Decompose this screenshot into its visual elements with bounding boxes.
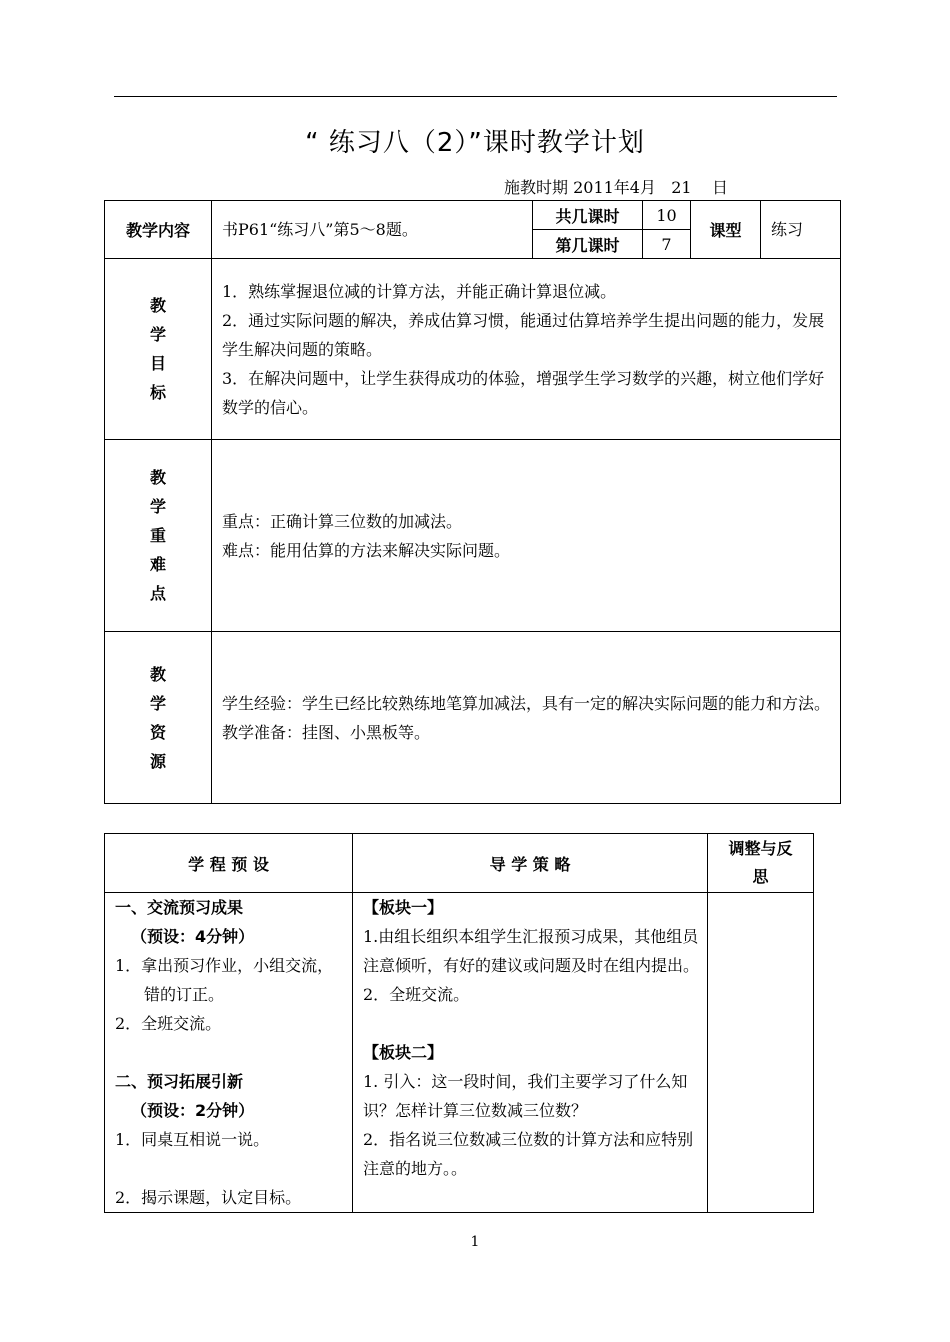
list-item: 2．指名说三位数减三位数的计算方法和应特别注意的地方。。	[363, 1130, 694, 1178]
goals-label: 教 学 目 标	[105, 259, 212, 440]
nth-lesson-label: 第几课时	[533, 230, 643, 259]
keypoints-label: 教 学 重 难 点	[105, 440, 212, 632]
section-title: 一、交流预习成果	[115, 898, 244, 917]
resources-label: 教 学 资 源	[105, 632, 212, 804]
list-item: 2．揭示课题，认定目标。	[115, 1188, 302, 1207]
page-number: 1	[470, 1234, 480, 1250]
lesson-type-label: 课型	[691, 201, 761, 259]
date-line: 施教时期 2011年4月 21 日	[504, 178, 728, 197]
goal-item: 2．通过实际问题的解决，养成估算习惯，能通过估算培养学生提出问题的能力，发展学生解决问题的策略。	[222, 310, 825, 359]
content-label: 教学内容	[105, 201, 212, 259]
header-guide-strategy: 导 学 策 略	[353, 834, 708, 893]
process-design-cell	[105, 893, 353, 1213]
header-adjust-reflect: 调整与反思	[708, 834, 814, 893]
section-time: （预设：4分钟）	[131, 927, 255, 946]
total-lessons-value: 10	[643, 201, 691, 230]
section-title: 二、预习拓展引新	[115, 1072, 244, 1091]
adjust-reflect-cell	[708, 893, 814, 1213]
header-rule	[114, 96, 837, 97]
goal-item: 3．在解决问题中，让学生获得成功的体验，增强学生学习数学的兴趣，树立他们学好数学的信心。	[222, 368, 825, 417]
resources-cell	[212, 632, 841, 804]
section-time: （预设：2分钟）	[131, 1101, 255, 1120]
keypoint-item: 重点：正确计算三位数的加减法。	[222, 511, 463, 531]
resource-item: 学生经验：学生已经比较熟练地笔算加减法，具有一定的解决实际问题的能力和方法。	[222, 693, 831, 713]
block-title: 【板块二】	[363, 1043, 444, 1062]
page-title: “ 练习八（2）”课时教学计划	[305, 128, 645, 158]
header-process-design: 学 程 预 设	[105, 834, 353, 893]
goal-item: 1．熟练掌握退位减的计算方法，并能正确计算退位减。	[222, 281, 617, 301]
list-item: 2．全班交流。	[115, 1014, 222, 1033]
process-table	[104, 833, 814, 1213]
nth-lesson-value: 7	[643, 230, 691, 259]
list-item: 1．拿出预习作业，小组交流，错的订正。	[115, 956, 334, 1004]
list-item: 1.由组长组织本组学生汇报预习成果，其他组员注意倾听，有好的建议或问题及时在组内提出。	[363, 927, 700, 975]
resource-item: 教学准备：挂图、小黑板等。	[222, 722, 431, 742]
list-item: 1. 引入：这一段时间，我们主要学习了什么知识？怎样计算三位数减三位数？	[363, 1072, 688, 1120]
keypoint-item: 难点：能用估算的方法来解决实际问题。	[222, 540, 511, 560]
total-lessons-label: 共几课时	[533, 201, 643, 230]
goals-cell	[212, 259, 841, 440]
block-title: 【板块一】	[363, 898, 444, 917]
lesson-type-value: 练习	[761, 201, 841, 259]
list-item: 1．同桌互相说一说。	[115, 1130, 270, 1149]
list-item: 2．全班交流。	[363, 985, 470, 1004]
guide-strategy-cell	[353, 893, 708, 1213]
keypoints-cell	[212, 440, 841, 632]
content-value: 书P61“练习八”第5～8题。	[212, 201, 533, 259]
info-table	[104, 200, 841, 804]
